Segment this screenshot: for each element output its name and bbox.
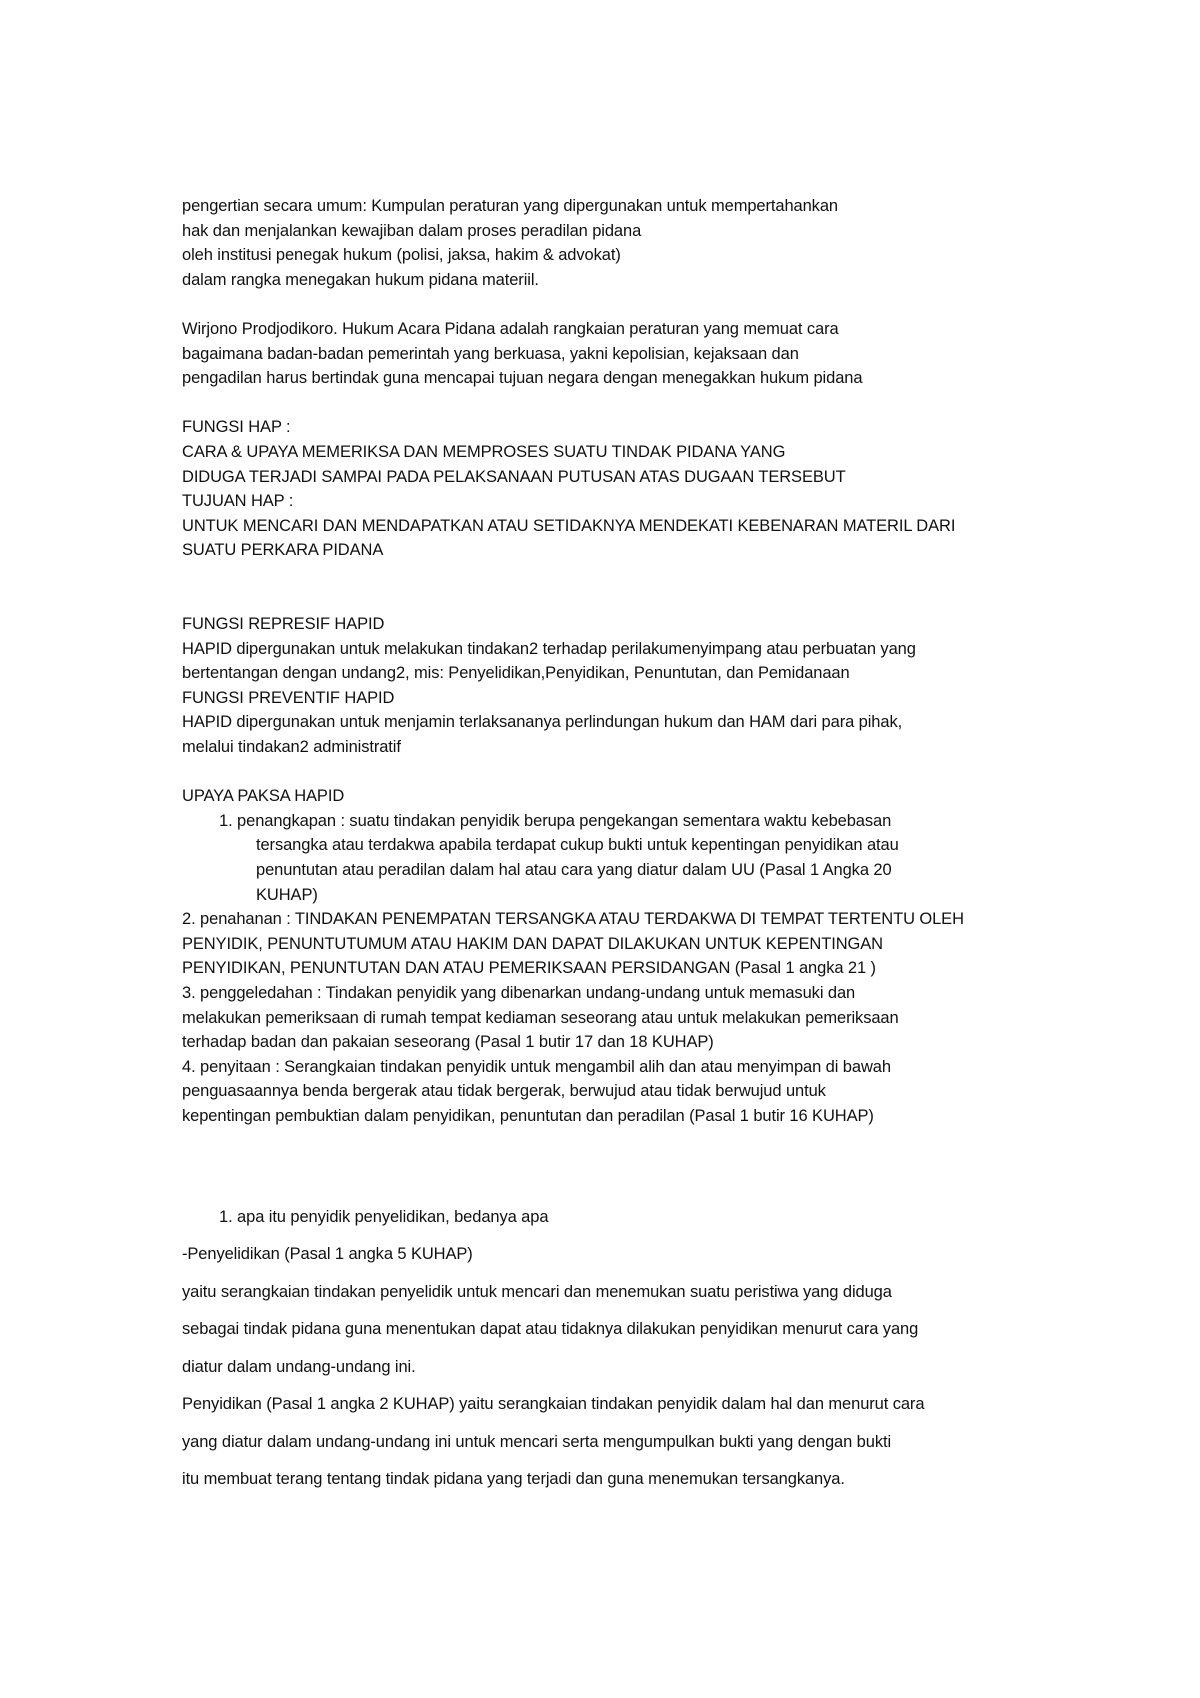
heading-fungsi-preventif: FUNGSI PREVENTIF HAPID bbox=[182, 688, 395, 707]
upaya-paksa bbox=[182, 784, 1032, 1128]
text-line: penuntutan atau peradilan dalam hal atau cara yang diatur dalam UU (Pasal 1 Angka 20 bbox=[256, 861, 892, 880]
text-line: HAPID dipergunakan untuk melakukan tindakan2 terhadap perilakumenyimpang atau perbuatan yang bbox=[182, 639, 916, 658]
heading-tujuan-hap: TUJUAN HAP : bbox=[182, 492, 294, 511]
text-line: DIDUGA TERJADI SAMPAI PADA PELAKSANAAN PUTUSAN ATAS DUGAAN TERSEBUT bbox=[182, 467, 846, 486]
list-item-penggeledahan: 3. penggeledahan : Tindakan penyidik yang dibenarkan undang-undang untuk memasuki dan bbox=[182, 984, 856, 1002]
definition-wirjono bbox=[182, 317, 1032, 391]
spacer bbox=[182, 1129, 1032, 1199]
spacer bbox=[182, 391, 1032, 416]
text-line: PENYIDIKAN, PENUNTUTAN DAN ATAU PEMERIKSAAN PERSIDANGAN (Pasal 1 angka 21 ) bbox=[182, 959, 876, 978]
text-line: tersangka atau terdakwa apabila terdapat cukup bukti untuk kepentingan penyidikan atau bbox=[256, 836, 899, 855]
text-line: Wirjono Prodjodikoro. Hukum Acara Pidana adalah rangkaian peraturan yang memuat cara bbox=[182, 319, 839, 338]
list-item-penahanan: 2. penahanan : TINDAKAN PENEMPATAN TERSANGKA ATAU TERDAKWA DI TEMPAT TERTENTU OLEH bbox=[182, 910, 964, 929]
text-line: CARA & UPAYA MEMERIKSA DAN MEMPROSES SUATU TINDAK PIDANA YANG bbox=[182, 442, 786, 461]
text-line: yang diatur dalam undang-undang ini untuk mencari serta mengumpulkan bukti yang dengan bukti bbox=[182, 1432, 892, 1451]
question-line: 1. apa itu penyidik penyelidikan, bedanya apa bbox=[219, 1207, 549, 1226]
spacer bbox=[182, 760, 1032, 785]
text-line: HAPID dipergunakan untuk menjamin terlaksananya perlindungan hukum dan HAM dari para pihak, bbox=[182, 713, 903, 732]
text-line: bertentangan dengan undang2, mis: Penyelidikan,Penyidikan, Penuntutan, dan Pemidanaan bbox=[182, 664, 850, 683]
text-line: PENYIDIK, PENUNTUTUMUM ATAU HAKIM DAN DAPAT DILAKUKAN UNTUK KEPENTINGAN bbox=[182, 934, 883, 953]
list-item-penangkapan: 1. penangkapan : suatu tindakan penyidik berupa pengekangan sementara waktu kebebasan bbox=[219, 811, 892, 830]
text-line: pengadilan harus bertindak guna mencapai tujuan negara dengan menegakkan hukum pidana bbox=[182, 369, 863, 388]
text-line: bagaimana badan-badan pemerintah yang berkuasa, yakni kepolisian, kejaksaan dan bbox=[182, 344, 799, 363]
definition-general bbox=[182, 194, 1032, 292]
text-line: melakukan pemeriksaan di rumah tempat kediaman seseorang atau untuk melakukan pemeriksaan bbox=[182, 1008, 899, 1027]
text-line: SUATU PERKARA PIDANA bbox=[182, 541, 384, 560]
spacer bbox=[182, 292, 1032, 317]
heading-fungsi-hap: FUNGSI HAP : bbox=[182, 418, 291, 437]
list-item-penyitaan: 4. penyitaan : Serangkaian tindakan penyidik untuk mengambil alih dan atau menyimpan di bawah bbox=[182, 1057, 891, 1076]
text-line: diatur dalam undang-undang ini. bbox=[182, 1357, 416, 1376]
heading-upaya-paksa: UPAYA PAKSA HAPID bbox=[182, 787, 345, 806]
text-line: penguasaannya benda bergerak atau tidak bergerak, berwujud atau tidak berwujud untuk bbox=[182, 1082, 826, 1101]
text-line: pengertian secara umum: Kumpulan peraturan yang dipergunakan untuk mempertahankan bbox=[182, 197, 838, 215]
heading-fungsi-represif: FUNGSI REPRESIF HAPID bbox=[182, 615, 385, 634]
text-line: sebagai tindak pidana guna menentukan dapat atau tidaknya dilakukan penyidikan menurut cara yang bbox=[182, 1320, 919, 1339]
repressive-preventive bbox=[182, 612, 1032, 760]
text-line: Penyidikan (Pasal 1 angka 2 KUHAP) yaitu serangkaian tindakan penyidik dalam hal dan menurut cara bbox=[182, 1395, 925, 1414]
text-line: melalui tindakan2 administratif bbox=[182, 738, 401, 757]
text-line: hak dan menjalankan kewajiban dalam proses peradilan pidana bbox=[182, 221, 642, 240]
document-page bbox=[182, 194, 1032, 1499]
text-line: KUHAP) bbox=[256, 885, 318, 904]
function-and-purpose bbox=[182, 415, 1032, 563]
spacer bbox=[182, 563, 1032, 612]
text-line: oleh institusi penegak hukum (polisi, jaksa, hakim & advokat) bbox=[182, 246, 621, 265]
text-line: kepentingan pembuktian dalam penyidikan, penuntutan dan peradilan (Pasal 1 butir 16 KUHAP) bbox=[182, 1106, 874, 1125]
text-line: terhadap badan dan pakaian seseorang (Pasal 1 butir 17 dan 18 KUHAP) bbox=[182, 1033, 714, 1052]
text-line: UNTUK MENCARI DAN MENDAPATKAN ATAU SETIDAKNYA MENDEKATI KEBENARAN MATERIL DARI bbox=[182, 516, 956, 535]
text-line: -Penyelidikan (Pasal 1 angka 5 KUHAP) bbox=[182, 1245, 473, 1264]
penyelidikan-penyidikan bbox=[182, 1199, 1032, 1499]
text-line: dalam rangka menegakan hukum pidana materiil. bbox=[182, 270, 539, 289]
text-line: itu membuat terang tentang tindak pidana yang terjadi dan guna menemukan tersangkanya. bbox=[182, 1470, 845, 1489]
text-line: yaitu serangkaian tindakan penyelidik untuk mencari dan menemukan suatu peristiwa yang diduga bbox=[182, 1282, 892, 1301]
